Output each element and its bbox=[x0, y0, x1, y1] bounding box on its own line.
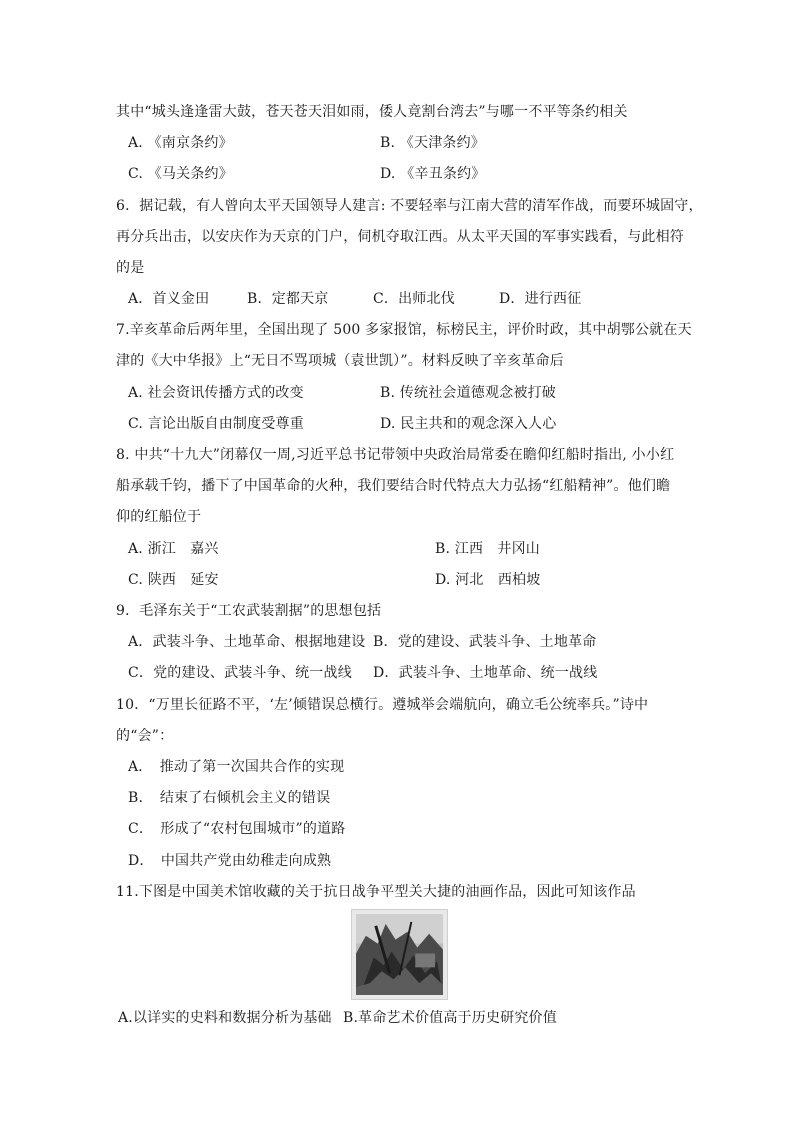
q8-stem-line-1: 8. 中共“十九大”闭幕仅一周,习近平总书记带领中央政治局常委在瞻仰红船时指出, 小小红 bbox=[116, 447, 675, 463]
q8-stem-line-3: 仰的红船位于 bbox=[116, 509, 202, 525]
q7-option-d: D. 民主共和的观念深入人心 bbox=[380, 416, 557, 432]
q9-option-c: C．党的建设、武装斗争、统一战线 bbox=[128, 665, 352, 681]
q5-option-a: A. 《南京条约》 bbox=[128, 135, 233, 151]
q5-option-d: D. 《辛丑条约》 bbox=[380, 166, 486, 182]
q5-option-c: C. 《马关条约》 bbox=[128, 166, 233, 182]
q10-stem-line-1: 10．“万里长征路不平，‘左’倾错误总横行。遵城举会端航向，确立毛公统率兵。”诗中 bbox=[116, 697, 649, 713]
q11-stem: 11.下图是中国美术馆收藏的关于抗日战争平型关大捷的油画作品，因此可知该作品 bbox=[116, 884, 636, 900]
q10-option-a: A． 推动了第一次国共合作的实现 bbox=[128, 759, 345, 775]
q7-stem-line-1: 7.辛亥革命后两年里，全国出现了 500 多家报馆，标榜民主，评价时政，其中胡鄂公就在天 bbox=[116, 322, 692, 338]
q8-stem-line-2: 船承载千钧，播下了中国革命的火种，我们要结合时代特点大力弘扬“红船精神”。他们瞻 bbox=[116, 478, 671, 494]
q10-option-c: C． 形成了“农村包围城市”的道路 bbox=[128, 821, 346, 837]
oil-painting-graphic bbox=[356, 914, 443, 995]
q9-stem: 9．毛泽东关于“工农武装割据”的思想包括 bbox=[116, 603, 382, 619]
q9-option-d: D．武装斗争、土地革命、统一战线 bbox=[373, 665, 598, 681]
q7-option-a: A. 社会资讯传播方式的改变 bbox=[128, 385, 304, 401]
q7-option-c: C. 言论出版自由制度受尊重 bbox=[128, 416, 304, 432]
q8-option-c: C. 陕西 延安 bbox=[128, 572, 219, 588]
q9-option-b: B．党的建设、武装斗争、土地革命 bbox=[373, 634, 597, 650]
q8-option-a: A. 浙江 嘉兴 bbox=[128, 541, 219, 557]
q9-option-a: A．武装斗争、土地革命、根据地建设 bbox=[128, 634, 366, 650]
q10-option-b: B． 结束了右倾机会主义的错误 bbox=[128, 790, 331, 806]
q6-option-d: D．进行西征 bbox=[499, 291, 582, 307]
q5-stem: 其中“城头逢逢雷大鼓，苍天苍天泪如雨，倭人竟割台湾去”与哪一不平等条约相关 bbox=[116, 104, 628, 120]
q8-option-d: D. 河北 西柏坡 bbox=[435, 572, 541, 588]
q6-option-a: A．首义金田 bbox=[128, 291, 210, 307]
q6-option-b: B．定都天京 bbox=[247, 291, 329, 307]
q7-option-b: B. 传统社会道德观念被打破 bbox=[380, 385, 556, 401]
q6-option-c: C．出师北伐 bbox=[373, 291, 455, 307]
q11-option-a: A.以详实的史料和数据分析为基础 bbox=[118, 1010, 332, 1026]
q6-stem-line-3: 的是 bbox=[116, 260, 145, 276]
q11-option-b: B.革命艺术价值高于历史研究价值 bbox=[343, 1010, 557, 1026]
q6-stem-line-1: 6．据记载，有人曾向太平天国领导人建言: 不要轻率与江南大营的清军作战，而要环城固守， bbox=[116, 198, 703, 214]
q7-stem-line-2: 津的《大中华报》上“无日不骂项城（袁世凯）”。材料反映了辛亥革命后 bbox=[116, 353, 564, 369]
oil-painting-image bbox=[351, 909, 448, 1000]
q10-option-d: D． 中国共产党由幼稚走向成熟 bbox=[128, 853, 332, 869]
q8-option-b: B. 江西 井冈山 bbox=[435, 541, 540, 557]
q5-option-b: B. 《天津条约》 bbox=[380, 135, 485, 151]
q10-stem-line-2: 的“会”： bbox=[116, 728, 174, 744]
q6-stem-line-2: 再分兵出击，以安庆作为天京的门户，伺机夺取江西。从太平天国的军事实践看，与此相符 bbox=[116, 229, 684, 245]
